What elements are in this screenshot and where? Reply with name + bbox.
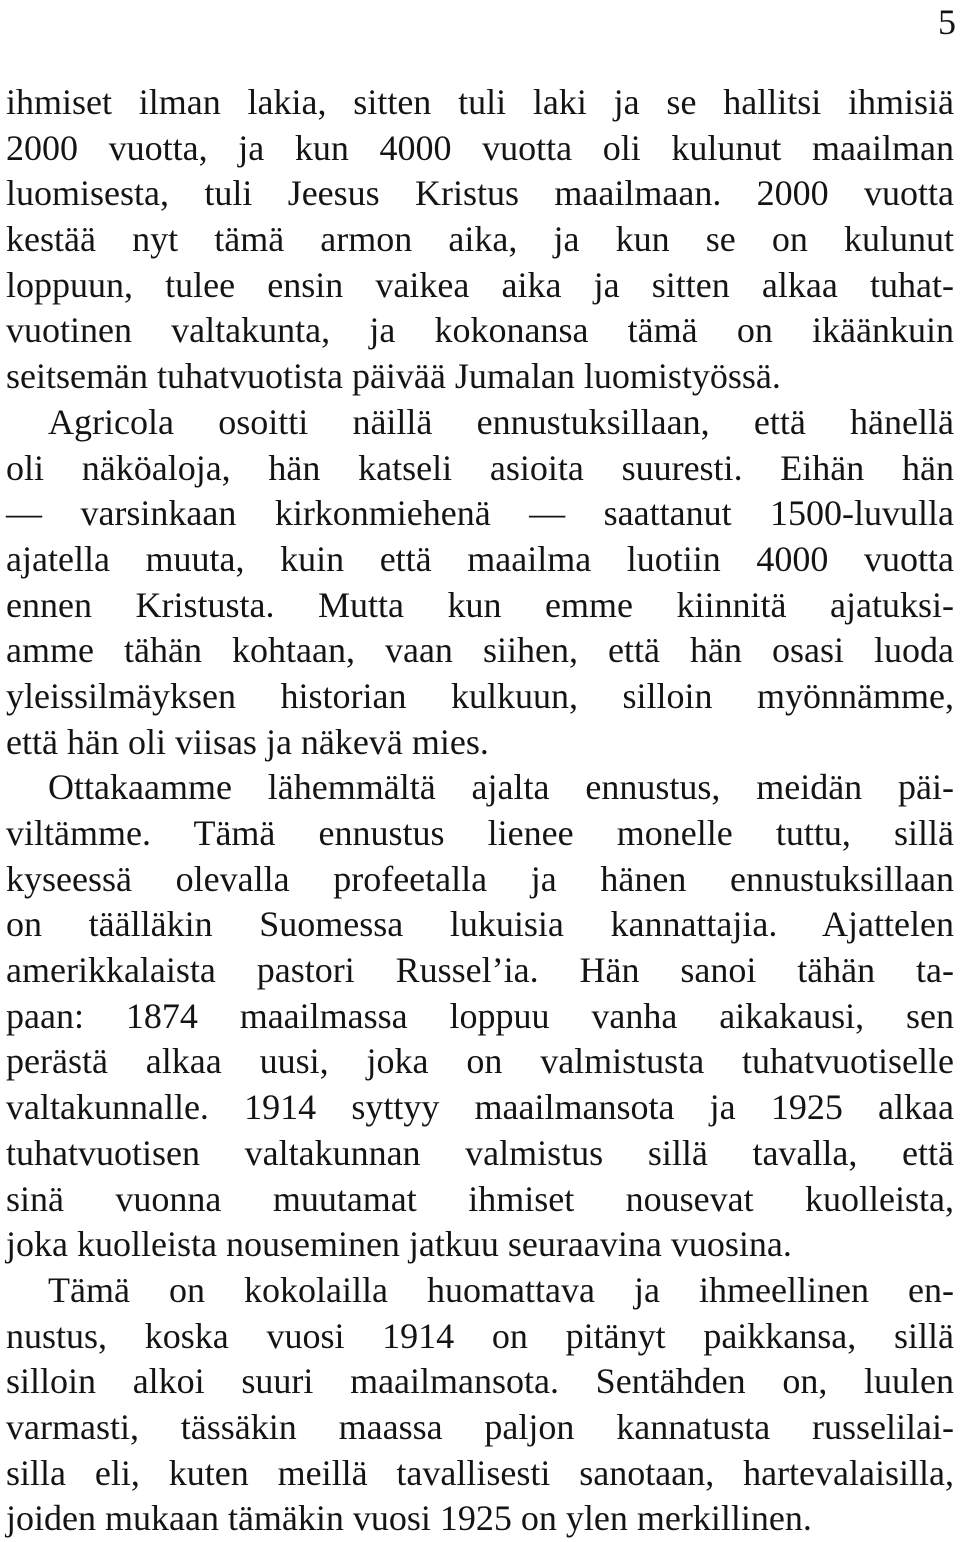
text-line: joiden mukaan tämäkin vuosi 1925 on ylen merkillinen. xyxy=(6,1498,812,1539)
text-line: ennen Kristusta. Mutta kun emme kiinnitä ajatuksi- xyxy=(6,584,954,625)
text-line: viltämme. Tämä ennustus lienee monelle tuttu, sillä xyxy=(6,813,954,853)
text-line: Ottakaamme lähemmältä ajalta ennustus, meidän päi- xyxy=(48,767,954,808)
text-line: 2000 vuotta, ja kun 4000 vuotta oli kulunut maailman xyxy=(6,127,954,168)
text-line: seitsemän tuhatvuotista päivää Jumalan luomistyössä. xyxy=(6,356,781,397)
body-text xyxy=(6,80,954,1542)
text-line: ihmiset ilman lakia, sitten tuli laki ja se hallitsi ihmisiä xyxy=(6,82,954,122)
text-line: sinä vuonna muutamat ihmiset nousevat kuolleista, xyxy=(6,1178,954,1219)
text-line: kestää nyt tämä armon aika, ja kun se on kulunut xyxy=(6,219,954,260)
text-line: Tämä on kokolailla huomattava ja ihmeellinen en- xyxy=(48,1269,954,1310)
text-line: paan: 1874 maailmassa loppuu vanha aikakausi, sen xyxy=(6,995,954,1036)
text-line: ajatella muuta, kuin että maailma luotiin 4000 vuotta xyxy=(6,538,954,579)
text-line: nustus, koska vuosi 1914 on pitänyt paikkansa, sillä xyxy=(6,1315,954,1356)
text-line: vuotinen valtakunta, ja kokonansa tämä on ikäänkuin xyxy=(6,310,954,351)
text-line: silla eli, kuten meillä tavallisesti sanotaan, hartevalaisilla, xyxy=(6,1452,954,1493)
text-line: että hän oli viisas ja näkevä mies. xyxy=(6,721,489,762)
text-line: oli näköaloja, hän katseli asioita suuresti. Eihän hän xyxy=(6,447,954,488)
text-line: varmasti, tässäkin maassa paljon kannatusta russelilai- xyxy=(6,1406,954,1447)
page-number: 5 xyxy=(938,2,956,42)
text-line: loppuun, tulee ensin vaikea aika ja sitten alkaa tuhat- xyxy=(6,264,954,305)
text-line: perästä alkaa uusi, joka on valmistusta tuhatvuotiselle xyxy=(6,1041,954,1082)
text-line: on täälläkin Suomessa lukuisia kannattajia. Ajattelen xyxy=(6,904,954,945)
text-line: yleissilmäyksen historian kulkuun, silloin myönnämme, xyxy=(6,675,954,716)
text-line: amerikkalaista pastori Russel’ia. Hän sanoi tähän ta- xyxy=(6,950,954,991)
text-line: joka kuolleista nouseminen jatkuu seuraavina vuosina. xyxy=(6,1224,792,1265)
text-line: tuhatvuotisen valtakunnan valmistus sillä tavalla, että xyxy=(6,1132,954,1173)
text-line: — varsinkaan kirkonmiehenä — saattanut 1500-luvulla xyxy=(6,493,954,534)
text-line: silloin alkoi suuri maailmansota. Sentähden on, luulen xyxy=(6,1361,954,1402)
text-line: amme tähän kohtaan, vaan siihen, että hän osasi luoda xyxy=(6,630,954,671)
text-line: luomisesta, tuli Jeesus Kristus maailmaan. 2000 vuotta xyxy=(6,173,954,214)
text-line: valtakunnalle. 1914 syttyy maailmansota ja 1925 alkaa xyxy=(6,1087,954,1128)
text-line: kyseessä olevalla profeetalla ja hänen ennustuksillaan xyxy=(6,858,954,899)
text-line: Agricola osoitti näillä ennustuksillaan, että hänellä xyxy=(48,401,954,442)
